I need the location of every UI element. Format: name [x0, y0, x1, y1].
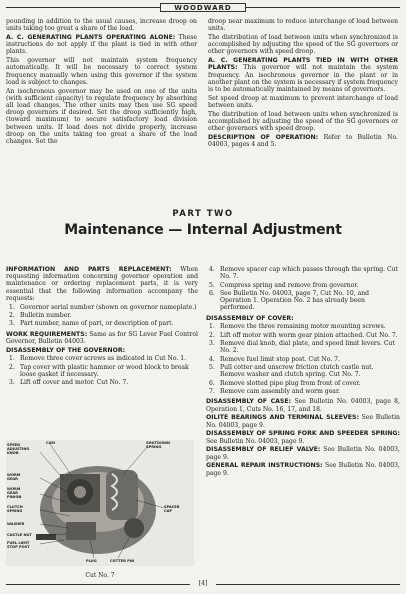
cover-list [206, 323, 400, 395]
header-rule-right [246, 7, 400, 8]
label-speed-adjusting-knob: ADJUSTING [7, 447, 30, 451]
paragraph: WORK REQUIREMENTS: Same as for SG Lever Fuel Control Governor, Bulletin 04003. [6, 330, 198, 345]
list-item: 1. Remove the three remaining motor mounting screws. [209, 323, 386, 331]
paragraph: The distribution of load between units when synchronized is accomplished by adjusting the speed of the SG governors or other governors with speed droop. [208, 110, 398, 133]
list-item: 4. Remove spacer cap which passes through the spring. Cut No. 7. [209, 266, 399, 281]
label-speed-adjusting-knob: SPEED [7, 443, 21, 447]
bottom-left-column [6, 266, 198, 388]
list-item: 1. Governor serial number (shown on governor nameplate.) [9, 303, 197, 311]
paragraph: The distribution of load between units when synchronized is accomplished by adjusting the speed of the SG governors or other governors with speed droop. [208, 34, 398, 56]
page-header [6, 3, 400, 13]
label-worm-gear-pinion: GEAR [7, 491, 18, 495]
paragraph: A. C. GENERATING PLANTS OPERATING ALONE: These instructions do not apply if the plant is tied in with other plants. [6, 34, 197, 56]
label-spacer-cap: CAP [164, 509, 173, 513]
label-worm-gear: GEAR [7, 477, 18, 481]
paragraph: DISASSEMBLY OF THE GOVERNOR: [6, 346, 126, 354]
governor-photo [6, 440, 194, 566]
paragraph: pounding in addition to the usual causes, increase droop on units taking too great a share of the load. [6, 18, 197, 33]
label-fuel-limit-stop-post: STOP POST [7, 545, 30, 549]
paragraph: DISASSEMBLY OF COVER: [206, 314, 294, 322]
paragraph: A. C. GENERATING PLANTS TIED IN WITH OTHER PLANTS: This governor will not maintain the system frequency. An isochronous governor in the plant or in another plant on the system is necessary if system frequency is to be automatically maintained by means of governors. [208, 57, 398, 94]
paragraph: DISASSEMBLY OF SPRING FORK AND SPEEDER SPRING: See Bulletin No. 04003, page 9. [206, 430, 400, 445]
paragraph: DISASSEMBLY OF CASE: See Bulletin No. 04003, page 8, Operation 1, Cuts No. 16, 17, and 18. [206, 398, 400, 413]
governor-list [6, 355, 198, 386]
paragraph: OILITE BEARINGS AND TERMINAL SLEEVES: See Bulletin No. 04003, page 9. [206, 414, 400, 429]
paragraph: droop near maximum to reduce interchange of load between units. [208, 18, 398, 33]
page-footer [6, 580, 400, 590]
label-fuel-limit-stop-post: FUEL LIMIT [7, 541, 30, 545]
list-item: 7. Remove cam assembly and worm gear. [209, 388, 341, 396]
top-left-column [6, 18, 197, 147]
list-item: 5. Compress spring and remove from governor. [209, 281, 359, 289]
info-list [6, 304, 198, 328]
list-item: 2. Bulletin number. [9, 312, 72, 319]
list-item: 6. See Bulletin No. 04003, page 7, Cut No. 10, and Operation 1. Operation No. 2 has already been performed. [209, 289, 370, 312]
brand-logo: WOODWARD [160, 3, 246, 12]
paragraph: An isochronous governor may be used on one of the units (with sufficient capacity) to regulate frequency by absorbing all load changes. The other units may then use SG speed droop governors if desired. Set the droop sufficiently high, (toward maximum) to secure satisfactory load division between units. If load does not divide properly, increase droop on the units taking too great a share of the load changes. Set the [6, 87, 197, 146]
label-worm-gear: WORM [7, 473, 21, 477]
label-shutdown-spring: SPRING [146, 445, 162, 449]
label-cotter-pin: COTTER PIN [110, 559, 135, 563]
top-right-column [208, 18, 398, 150]
list-item: 3. Lift off cover and motor. Cut No. 7. [9, 379, 129, 387]
label-spacer-cap: SPACER [164, 505, 180, 509]
paragraph: DESCRIPTION OF OPERATION: Refer to Bulletin No. 04003, pages 4 and 5. [208, 134, 398, 149]
footer-rule-right [216, 584, 400, 585]
paragraph: Set speed droop at maximum to prevent interchange of load between units. [208, 94, 398, 110]
label-clutch-spring: CLUTCH [7, 505, 23, 509]
list-item: 3. Remove dial knob, dial plate, and speed limit levers. Cut No. 2. [209, 340, 395, 355]
part-label: PART TWO [172, 209, 234, 219]
list-item: 1. Remove three cover screws as indicated in Cut No. 1. [9, 355, 187, 363]
spring-list [206, 266, 400, 312]
header-rule-left [6, 7, 160, 8]
list-item: 4. Remove fuel limit stop post. Cut No. 7. [209, 355, 340, 363]
paragraph: INFORMATION AND PARTS REPLACEMENT: When requesting information concerning governor operation and maintenance or ordering replacement parts, it is very essential that the following information accompany the requests: [6, 266, 198, 302]
list-item: 2. Tap cover with plastic hammer or wood block to break loose gasket if necessary. [9, 363, 189, 378]
label-worm-gear-pinion: PINION [7, 495, 22, 499]
label-castle-nut: CASTLE NUT [7, 533, 32, 537]
list-item: 3. Part number, name of part, or description of part. [9, 320, 174, 328]
figure-caption: Cut No. 7 [85, 572, 115, 579]
page-number: [4] [198, 580, 208, 587]
label-washer: WASHER [7, 522, 25, 526]
paragraph: GENERAL REPAIR INSTRUCTIONS: See Bulletin No. 04003, page 9. [206, 462, 400, 477]
label-clutch-spring: SPRING [7, 509, 23, 513]
section-title: Maintenance — Internal Adjustment [64, 222, 342, 238]
cut-7-figure [6, 440, 194, 566]
paragraph: This governor will not maintain system frequency automatically. It will be necessary to correct system frequency manually when using this governor if the system load is subject to changes. [6, 57, 197, 86]
label-shutdown-spring: SHUTDOWN [146, 441, 170, 445]
label-cam: CAM [46, 441, 55, 445]
list-item: 2. Lift off motor with worm gear pinion attached. Cut No. 7. [209, 331, 398, 339]
paragraph: DISASSEMBLY OF RELIEF VALVE: See Bulletin No. 04003, page 9. [206, 446, 400, 461]
footer-rule-left [6, 584, 190, 585]
label-speed-adjusting-knob: KNOB [7, 451, 19, 455]
label-worm-gear-pinion: WORM [7, 487, 21, 491]
list-item: 5. Pull cotter and unscrew friction clutch castle nut. Remove washer and clutch spring. Cut No. 7. [209, 364, 374, 379]
label-plug: PLUG [86, 559, 97, 563]
bottom-right-column [206, 266, 400, 478]
list-item: 6. Remove slotted pipe plug from front of cover. [209, 379, 361, 387]
